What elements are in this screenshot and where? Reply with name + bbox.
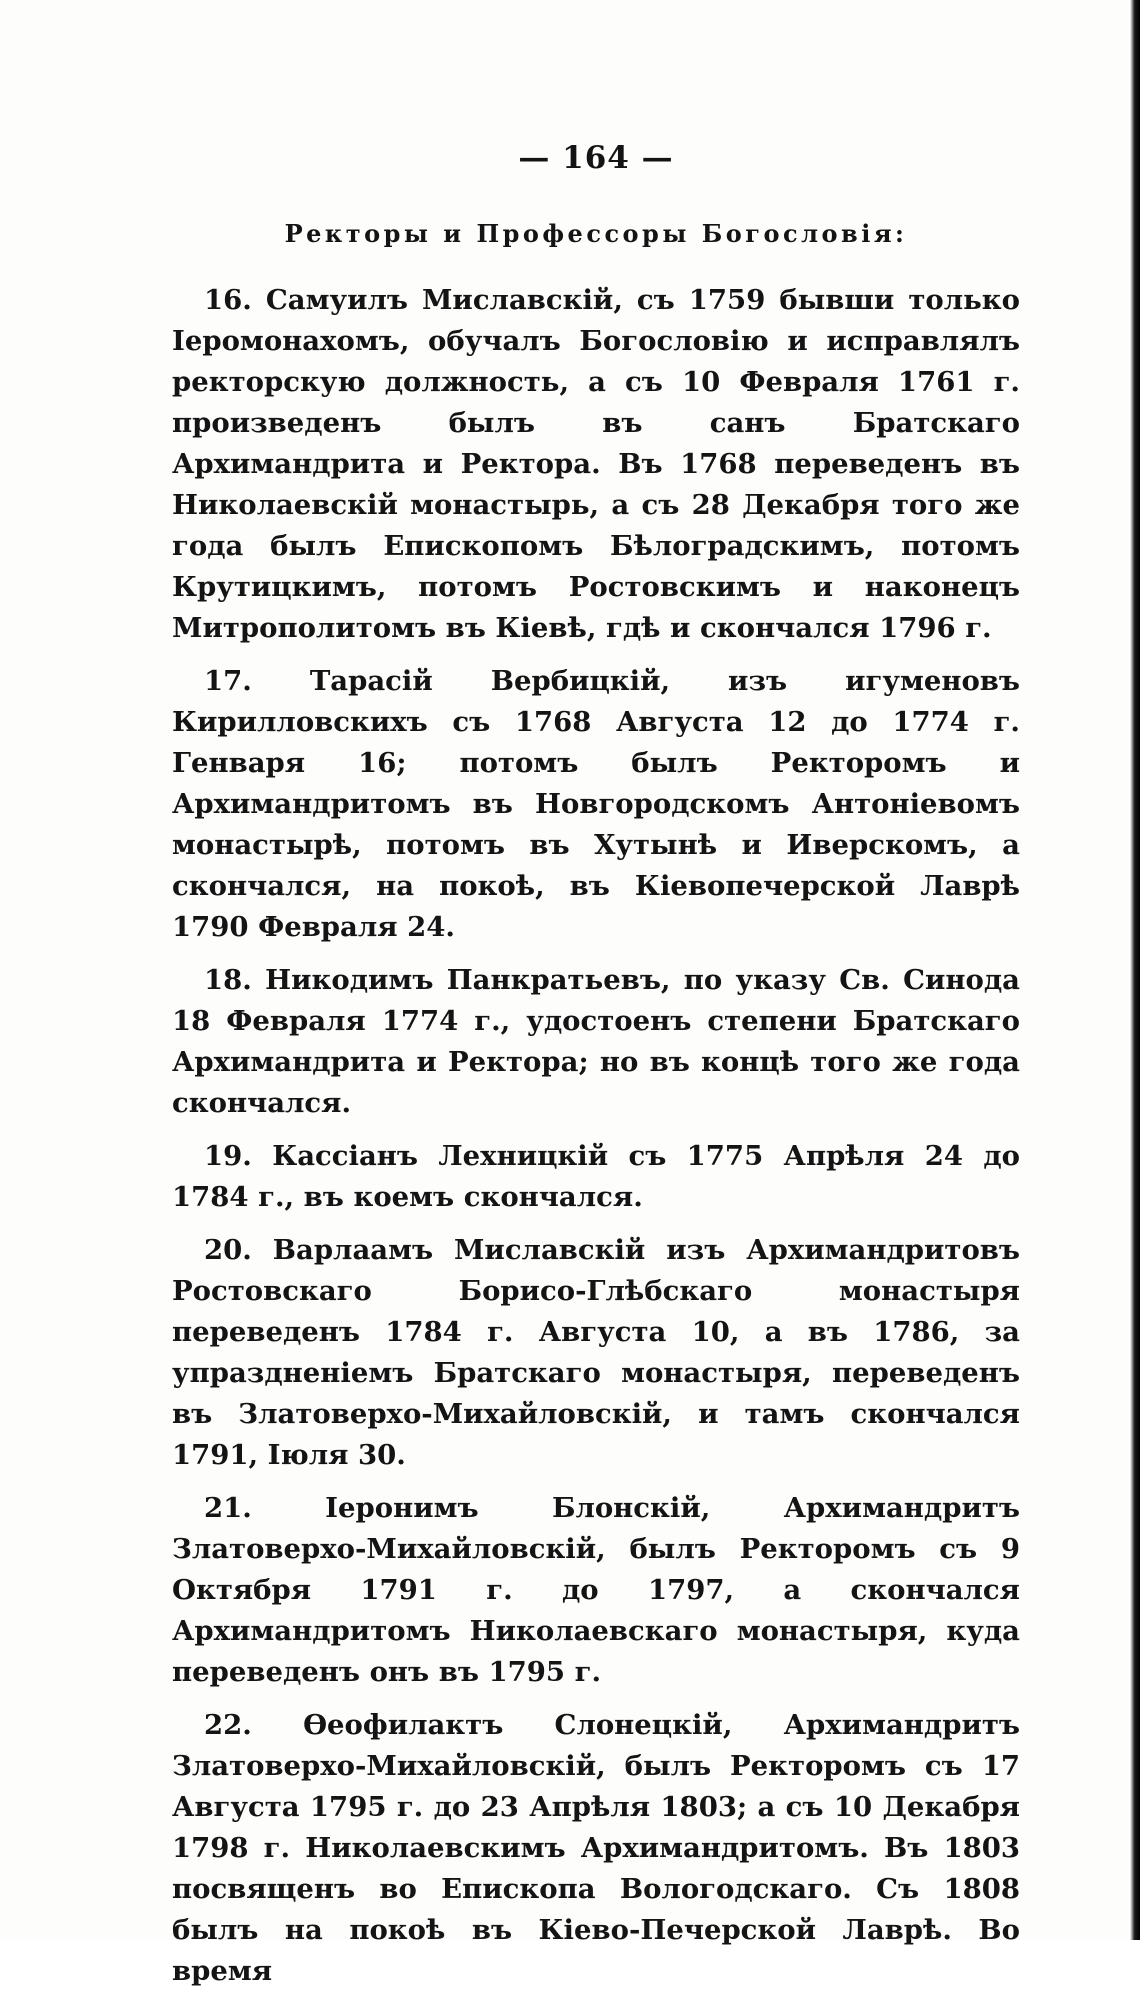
text-column: [172, 138, 1020, 2004]
section-heading: Ректоры и Профессоры Богословія:: [284, 219, 908, 248]
entry-22: 22. Ѳеофилактъ Слонецкій, Архимандритъ Златоверхо-Михайловскій, былъ Ректоромъ съ 17 Августа 1795 г. до 23 Апрѣля 1803; а съ 10 Декабря 1798 г. Николаевскимъ Архимандритомъ. Въ 1803 посвященъ во Епископа Вологодскаго. Съ 1808 былъ на покоѣ въ Кіево-Печерской Лаврѣ. Во время: [172, 1709, 1020, 1987]
entry-21: 21. Іеронимъ Блонскій, Архимандритъ Златоверхо-Михайловскій, былъ Ректоромъ съ 9 Октября 1791 г. до 1797, а скончался Архимандритомъ Николаевскаго монастыря, куда переведенъ онъ въ 1795 г.: [172, 1492, 1020, 1688]
entry-19: 19. Кассіанъ Лехницкій съ 1775 Апрѣля 24 до 1784 г., въ коемъ скончался.: [172, 1140, 1020, 1213]
entry-18: 18. Никодимъ Панкратьевъ, по указу Св. Синода 18 Февраля 1774 г., удостоенъ степени Братскаго Архимандрита и Ректора; но въ концѣ того же года скончался.: [172, 964, 1020, 1119]
page-edge-shadow: [1130, 0, 1140, 1940]
entry-20: 20. Варлаамъ Миславскій изъ Архимандритовъ Ростовскаго Борисо-Глѣбскаго монастыря переведенъ 1784 г. Августа 10, а въ 1786, за упраздненіемъ Братскаго монастыря, переведенъ въ Златоверхо-Михайловскій, и тамъ скончался 1791, Іюля 30.: [172, 1234, 1020, 1471]
entry-16: 16. Самуилъ Миславскій, съ 1759 бывши только Іеромонахомъ, обучалъ Богословію и исправлялъ ректорскую должность, а съ 10 Февраля 1761 г. произведенъ былъ въ санъ Братскаго Архимандрита и Ректора. Въ 1768 переведенъ въ Николаевскій монастырь, а съ 28 Декабря того же года былъ Епископомъ Бѣлоградскимъ, потомъ Крутицкимъ, потомъ Ростовскимъ и наконецъ Митрополитомъ въ Кіевѣ, гдѣ и скончался 1796 г.: [172, 284, 1020, 644]
entry-list: [172, 280, 1020, 1992]
page-number: — 164 —: [518, 140, 674, 176]
entry-17: 17. Тарасій Вербицкій, изъ игуменовъ Кирилловскихъ съ 1768 Августа 12 до 1774 г. Генваря 16; потомъ былъ Ректоромъ и Архимандритомъ въ Новгородскомъ Антоніевомъ монастырѣ, потомъ въ Хутынѣ и Иверскомъ, а скончался, на покоѣ, въ Кіевопечерской Лаврѣ 1790 Февраля 24.: [172, 665, 1020, 943]
